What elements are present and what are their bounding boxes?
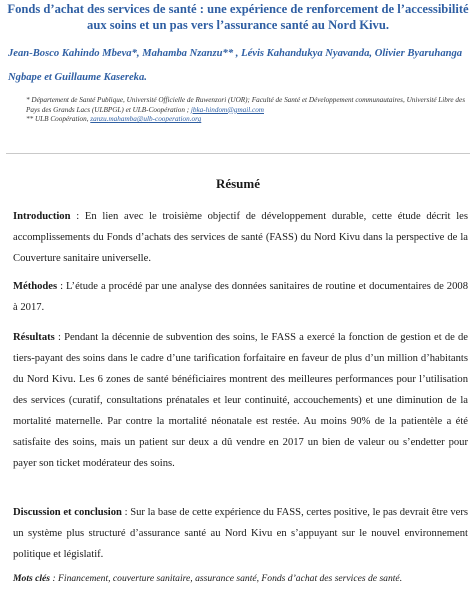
results-text: : Pendant la décennie de subvention des soins, le FASS a exercé la fonction de gestion et de de tiers-payant des soins dans le cadre d’une tarification forfaitaire en faveur de plus d’un million d’habitants du Nord Kivu. Les 6 zones de santé bénéficiaires montrent des meilleures performances pour l’utilisation des services (curatif, consultations prénatales et leur continuité, accouchements) et une diminution de la mortalité maternelle. Par contre la mortalité néonatale est restée. Au moins 90% de la patientèle a été satisfaite des soins, mais un patient sur deux a dû vendre en 2017 un bien de valeur ou s’endetter pour payer son ticket modérateur des soins. <box>13 332 468 469</box>
keywords-line <box>13 572 468 586</box>
discussion-text: : Sur la base de cette expérience du FASS, certes positive, le pas devrait être vers un système plus structuré d’assurance santé au Nord Kivu en s’appuyant sur le nouvel environnement politique et législatif. <box>13 507 468 560</box>
affiliation-1-email-link[interactable]: jbka-hindom@gmail.com <box>190 105 264 114</box>
results-label: Résultats <box>13 332 55 343</box>
paper-title: Fonds d’achat des services de santé : une expérience de renforcement de l’accessibilité aux soins et un pas vers l’assurance santé au Nord Kivu. <box>7 2 469 32</box>
affiliation-1: * Département de Santé Publique, Université Officielle de Ruwenzori (UOR); Faculté de Santé et Développement communautaires, Université Libre des Pays des Grands Lacs (ULBPGL) et ULB-Coopération ; <box>26 96 465 114</box>
affiliation-2-email-link[interactable]: zanzu.mahamba@ulb-cooperation.org <box>90 115 202 124</box>
keywords-text: : Financement, couverture sanitaire, assurance santé, Fonds d’achat des services de santé. <box>50 573 403 584</box>
abstract-heading: Résumé <box>215 176 261 191</box>
methods-text: : L’étude a procédé par une analyse des données sanitaires de routine et documentaires de 2008 à 2017. <box>13 281 468 313</box>
methods-paragraph <box>13 276 468 318</box>
introduction-label: Introduction <box>13 211 71 222</box>
section-divider <box>6 153 470 154</box>
keywords-label: Mots clés <box>13 573 51 584</box>
introduction-paragraph <box>13 206 468 269</box>
introduction-text: : En lien avec le troisième objectif de développement durable, cette étude décrit les accomplissements du Fonds d’achats des services de santé (FASS) du Nord Kivu dans la perspective de la Couverture sanitaire universelle. <box>13 211 468 264</box>
methods-label: Méthodes <box>13 281 58 292</box>
affiliation-2: ** ULB Coopération, <box>26 115 89 124</box>
author-list: Jean-Bosco Kahindo Mbeva*, Mahamba Nzanzu** , Lévis Kahandukya Nyavanda, Olivier Byaruhanga Ngbape et Guillaume Kasereka. <box>8 48 463 83</box>
results-paragraph <box>13 327 468 474</box>
discussion-paragraph <box>13 502 468 565</box>
affiliations <box>26 96 466 125</box>
discussion-label: Discussion et conclusion <box>13 507 122 518</box>
